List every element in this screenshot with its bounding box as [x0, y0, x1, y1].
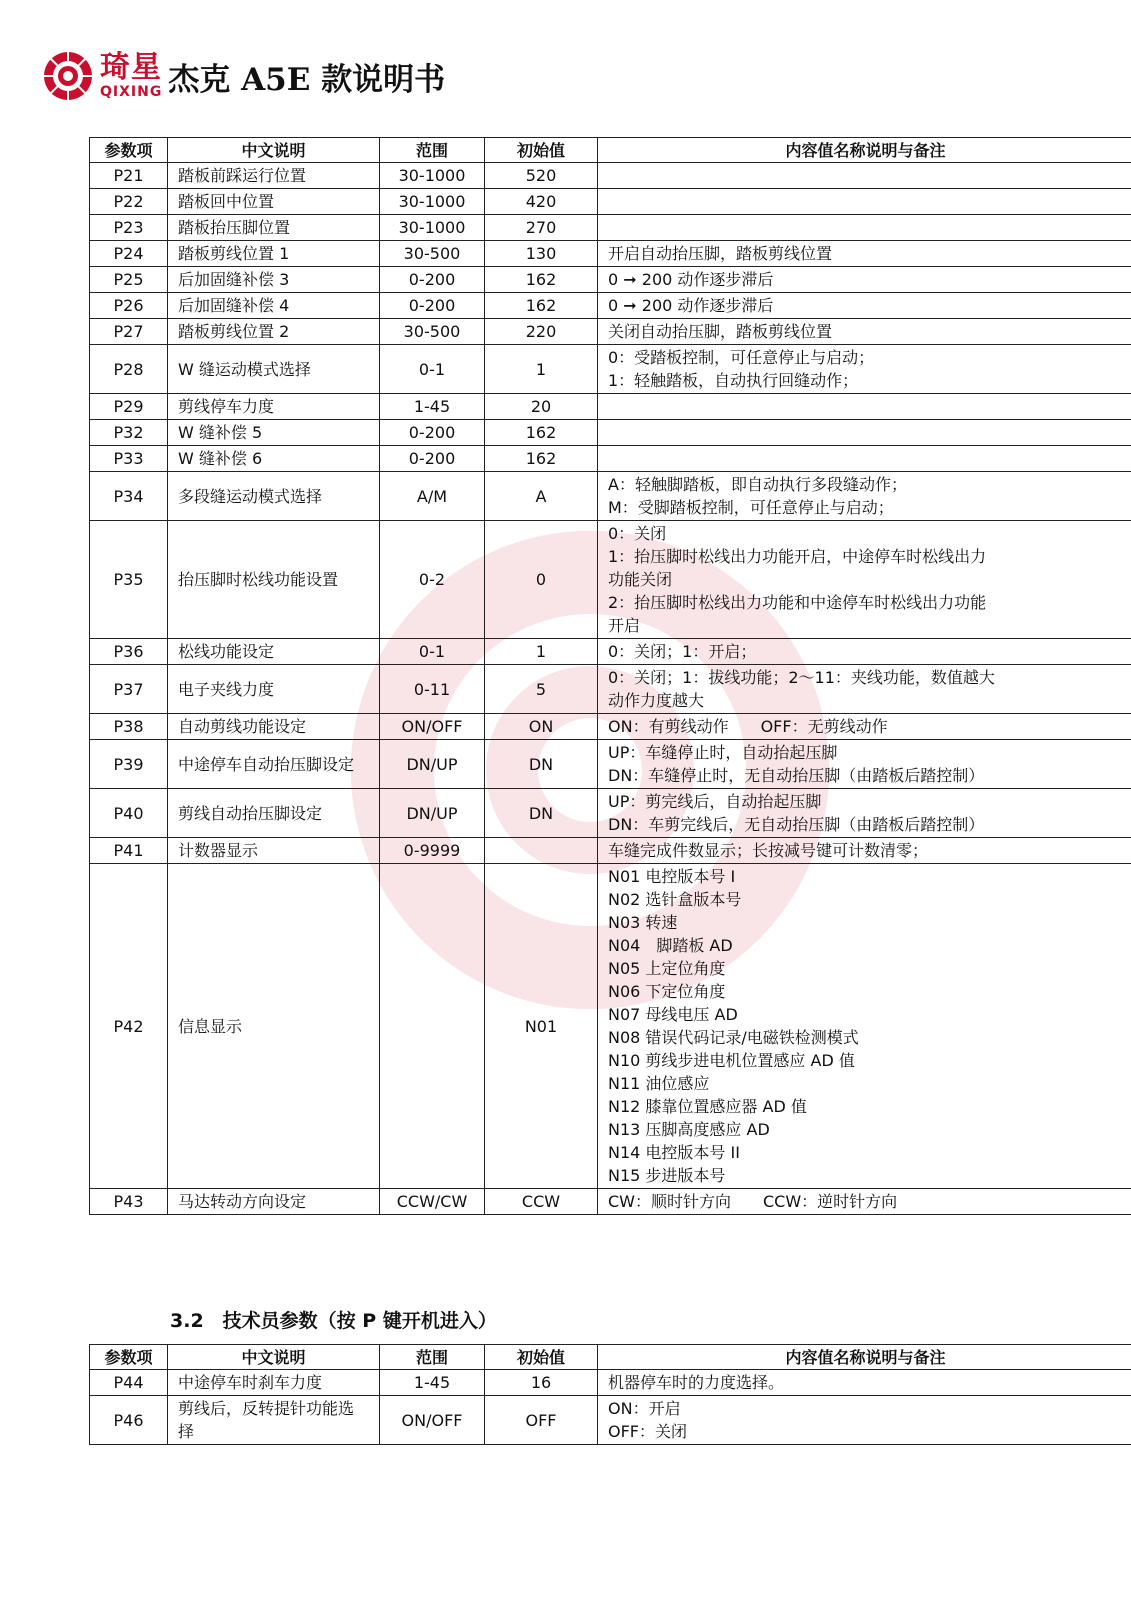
- param-id: P33: [90, 446, 168, 472]
- param-id: P36: [90, 639, 168, 665]
- param-range: 1-45: [380, 1370, 485, 1396]
- param-notes: [598, 267, 1131, 293]
- param-notes: [598, 293, 1131, 319]
- param-notes: [598, 215, 1131, 241]
- param-id: P21: [90, 163, 168, 189]
- table-row: [90, 319, 1131, 345]
- param-initial-value: A: [485, 472, 598, 521]
- header-notes: 内容值名称说明与备注: [598, 1345, 1131, 1370]
- table-row: [90, 838, 1131, 864]
- table-row: [90, 521, 1131, 639]
- param-range: ON/OFF: [380, 1396, 485, 1445]
- param-range: ON/OFF: [380, 714, 485, 740]
- param-description: 马达转动方向设定: [168, 1189, 380, 1215]
- param-initial-value: 162: [485, 267, 598, 293]
- header-init: 初始值: [485, 1345, 598, 1370]
- table-row: [90, 639, 1131, 665]
- param-notes-line: DN：车剪完线后，无自动抬压脚（由踏板后踏控制）: [608, 815, 985, 834]
- param-notes-line: 动作力度越大: [608, 691, 705, 710]
- table-row: [90, 864, 1131, 1189]
- param-description: 后加固缝补偿 4: [168, 293, 380, 319]
- param-notes-line: 关闭自动抬压脚，踏板剪线位置: [608, 322, 833, 341]
- param-initial-value: N01: [485, 864, 598, 1189]
- document-title: 杰克 A5E 款说明书: [168, 61, 446, 98]
- param-id: P23: [90, 215, 168, 241]
- param-initial-value: 20: [485, 394, 598, 420]
- param-description: 踏板前踩运行位置: [168, 163, 380, 189]
- param-description-line: 中途停车时刹车力度: [178, 1373, 323, 1392]
- param-description: 剪线自动抬压脚设定: [168, 789, 380, 838]
- param-initial-value: ON: [485, 714, 598, 740]
- param-notes: [598, 319, 1131, 345]
- param-id: P22: [90, 189, 168, 215]
- param-notes: [598, 345, 1131, 394]
- param-notes-line: 车缝完成件数显示；长按减号键可计数清零；: [608, 841, 929, 860]
- param-description: W 缝补偿 6: [168, 446, 380, 472]
- table-row: [90, 1370, 1131, 1396]
- param-range: A/M: [380, 472, 485, 521]
- param-id: P46: [90, 1396, 168, 1445]
- param-notes-line: N11 油位感应: [608, 1074, 710, 1093]
- param-notes-line: N05 上定位角度: [608, 959, 726, 978]
- param-initial-value: 162: [485, 293, 598, 319]
- header-param: 参数项: [90, 1345, 168, 1370]
- param-description: 踏板抬压脚位置: [168, 215, 380, 241]
- param-notes: [598, 521, 1131, 639]
- table-row: [90, 665, 1131, 714]
- table-row: [90, 215, 1131, 241]
- param-id: P39: [90, 740, 168, 789]
- param-notes-line: N14 电控版本号 II: [608, 1143, 740, 1162]
- header-init: 初始值: [485, 138, 598, 163]
- table-row: [90, 189, 1131, 215]
- table-row: [90, 446, 1131, 472]
- param-notes-line: 0：关闭；1：拔线功能；2～11：夹线功能，数值越大: [608, 668, 995, 687]
- param-range: 0-200: [380, 420, 485, 446]
- table-row: [90, 1396, 1131, 1445]
- param-initial-value: DN: [485, 789, 598, 838]
- param-notes-line: 0 ➞ 200 动作逐步滞后: [608, 270, 774, 289]
- param-notes: [598, 1189, 1131, 1215]
- param-range: 0-11: [380, 665, 485, 714]
- param-notes-line: 开启: [608, 616, 641, 635]
- table-row: [90, 241, 1131, 267]
- table-row: [90, 293, 1131, 319]
- param-initial-value: 270: [485, 215, 598, 241]
- table-row: [90, 1189, 1131, 1215]
- param-id: P41: [90, 838, 168, 864]
- param-notes: [598, 394, 1131, 420]
- param-notes-line: 1：抬压脚时松线出力功能开启，中途停车时松线出力: [608, 547, 987, 566]
- param-description: 踏板剪线位置 2: [168, 319, 380, 345]
- brand-name-en: QIXING: [100, 84, 163, 100]
- param-range: DN/UP: [380, 789, 485, 838]
- param-notes: [598, 472, 1131, 521]
- param-range: 30-1000: [380, 215, 485, 241]
- param-notes-line: N04 脚踏板 AD: [608, 936, 733, 955]
- param-description: W 缝运动模式选择: [168, 345, 380, 394]
- param-notes-line: N01 电控版本号 I: [608, 867, 736, 886]
- param-initial-value: 162: [485, 446, 598, 472]
- param-initial-value: 420: [485, 189, 598, 215]
- header-param: 参数项: [90, 138, 168, 163]
- param-description: 后加固缝补偿 3: [168, 267, 380, 293]
- technician-table-body: [90, 1370, 1131, 1445]
- param-description: 多段缝运动模式选择: [168, 472, 380, 521]
- table-row: [90, 472, 1131, 521]
- param-description: [168, 1370, 380, 1396]
- param-description: 电子夹线力度: [168, 665, 380, 714]
- param-notes-line: N03 转速: [608, 913, 678, 932]
- param-notes-line: 0：关闭: [608, 524, 667, 543]
- param-notes-line: N15 步进版本号: [608, 1166, 726, 1185]
- param-notes: [598, 864, 1131, 1189]
- table-row: [90, 163, 1131, 189]
- header-desc: 中文说明: [168, 138, 380, 163]
- param-notes-line: 功能关闭: [608, 570, 673, 589]
- parameter-table-body: [90, 163, 1131, 1215]
- param-description: [168, 1396, 380, 1445]
- param-id: P34: [90, 472, 168, 521]
- param-range: 0-2: [380, 521, 485, 639]
- param-range: [380, 864, 485, 1189]
- param-notes: [598, 639, 1131, 665]
- param-description-line: 择: [178, 1422, 195, 1441]
- param-notes-line: DN：车缝停止时，无自动抬压脚（由踏板后踏控制）: [608, 766, 985, 785]
- param-notes-line: N13 压脚高度感应 AD: [608, 1120, 770, 1139]
- param-initial-value: 0: [485, 521, 598, 639]
- param-range: CCW/CW: [380, 1189, 485, 1215]
- parameter-table: [89, 137, 1131, 1215]
- param-range: 0-200: [380, 446, 485, 472]
- param-notes-line: N12 膝靠位置感应器 AD 值: [608, 1097, 807, 1116]
- param-id: P29: [90, 394, 168, 420]
- param-range: 30-500: [380, 241, 485, 267]
- param-notes-line: UP：剪完线后，自动抬起压脚: [608, 792, 822, 811]
- param-id: P35: [90, 521, 168, 639]
- param-initial-value: 162: [485, 420, 598, 446]
- param-notes: [598, 789, 1131, 838]
- table-row: [90, 394, 1131, 420]
- param-initial-value: 220: [485, 319, 598, 345]
- param-notes-line: N06 下定位角度: [608, 982, 726, 1001]
- param-notes-line: 2：抬压脚时松线出力功能和中途停车时松线出力功能: [608, 593, 987, 612]
- table-row: [90, 714, 1131, 740]
- param-notes: [598, 1396, 1131, 1445]
- param-notes: [598, 665, 1131, 714]
- param-initial-value: 16: [485, 1370, 598, 1396]
- param-range: 0-1: [380, 345, 485, 394]
- param-range: 1-45: [380, 394, 485, 420]
- param-description: 信息显示: [168, 864, 380, 1189]
- param-initial-value: 5: [485, 665, 598, 714]
- param-id: P42: [90, 864, 168, 1189]
- header-range: 范围: [380, 1345, 485, 1370]
- param-range: 0-9999: [380, 838, 485, 864]
- param-notes-line: 开启自动抬压脚，踏板剪线位置: [608, 244, 833, 263]
- param-initial-value: 130: [485, 241, 598, 267]
- qixing-logo-icon: [42, 50, 94, 102]
- param-initial-value: 1: [485, 639, 598, 665]
- table-row: [90, 345, 1131, 394]
- param-notes-line: N08 错误代码记录/电磁铁检测模式: [608, 1028, 859, 1047]
- param-id: P44: [90, 1370, 168, 1396]
- table-row: [90, 789, 1131, 838]
- brand-block: [100, 50, 163, 100]
- param-range: 30-500: [380, 319, 485, 345]
- param-description: 踏板剪线位置 1: [168, 241, 380, 267]
- param-initial-value: DN: [485, 740, 598, 789]
- header-desc: 中文说明: [168, 1345, 380, 1370]
- param-notes: [598, 446, 1131, 472]
- param-initial-value: 1: [485, 345, 598, 394]
- param-description-line: 剪线后，反转提针功能选: [178, 1399, 355, 1418]
- param-notes: [598, 163, 1131, 189]
- param-notes: [598, 241, 1131, 267]
- param-range: DN/UP: [380, 740, 485, 789]
- param-id: P32: [90, 420, 168, 446]
- section-title: 3.2 技术员参数（按 P 键开机进入）: [170, 1310, 497, 1332]
- param-notes-line: N07 母线电压 AD: [608, 1005, 738, 1024]
- param-id: P38: [90, 714, 168, 740]
- param-notes: [598, 420, 1131, 446]
- param-description: 中途停车自动抬压脚设定: [168, 740, 380, 789]
- param-initial-value: [485, 838, 598, 864]
- param-id: P43: [90, 1189, 168, 1215]
- param-notes-line: M：受脚踏板控制，可任意停止与启动；: [608, 498, 894, 517]
- param-initial-value: OFF: [485, 1396, 598, 1445]
- param-notes-line: N02 选针盒版本号: [608, 890, 742, 909]
- param-description: 自动剪线功能设定: [168, 714, 380, 740]
- param-description: 抬压脚时松线功能设置: [168, 521, 380, 639]
- table-row: [90, 420, 1131, 446]
- param-notes-line: N10 剪线步进电机位置感应 AD 值: [608, 1051, 855, 1070]
- param-range: 30-1000: [380, 163, 485, 189]
- param-notes: [598, 714, 1131, 740]
- param-range: 0-200: [380, 267, 485, 293]
- param-id: P25: [90, 267, 168, 293]
- technician-parameter-table: [89, 1344, 1131, 1445]
- param-notes-line: 0：关闭；1：开启；: [608, 642, 757, 661]
- param-initial-value: 520: [485, 163, 598, 189]
- brand-name-cn: 琦星: [100, 50, 162, 85]
- page-header: [42, 48, 445, 104]
- header-notes: 内容值名称说明与备注: [598, 138, 1131, 163]
- param-notes-line: CW：顺时针方向 CCW：逆时针方向: [608, 1192, 898, 1211]
- param-notes: [598, 189, 1131, 215]
- header-range: 范围: [380, 138, 485, 163]
- table-row: [90, 267, 1131, 293]
- param-notes-line: ON：开启: [608, 1399, 681, 1418]
- param-id: P27: [90, 319, 168, 345]
- param-range: 30-1000: [380, 189, 485, 215]
- param-notes-line: 0：受踏板控制，可任意停止与启动；: [608, 348, 875, 367]
- param-description: 松线功能设定: [168, 639, 380, 665]
- param-range: 0-200: [380, 293, 485, 319]
- param-notes-line: 1：轻触踏板，自动执行回缝动作；: [608, 371, 859, 390]
- table-row: [90, 740, 1131, 789]
- param-notes: [598, 1370, 1131, 1396]
- param-notes-line: ON：有剪线动作 OFF：无剪线动作: [608, 717, 888, 736]
- param-range: 0-1: [380, 639, 485, 665]
- param-notes: [598, 740, 1131, 789]
- table-header-row: [90, 1345, 1131, 1370]
- param-notes-line: 0 ➞ 200 动作逐步滞后: [608, 296, 774, 315]
- table-header-row: [90, 138, 1131, 163]
- param-description: 剪线停车力度: [168, 394, 380, 420]
- param-id: P37: [90, 665, 168, 714]
- param-notes-line: A：轻触脚踏板，即自动执行多段缝动作；: [608, 475, 907, 494]
- param-notes: [598, 838, 1131, 864]
- param-id: P24: [90, 241, 168, 267]
- param-id: P28: [90, 345, 168, 394]
- param-id: P26: [90, 293, 168, 319]
- param-initial-value: CCW: [485, 1189, 598, 1215]
- param-description: 踏板回中位置: [168, 189, 380, 215]
- param-notes-line: 机器停车时的力度选择。: [608, 1373, 785, 1392]
- param-notes-line: UP：车缝停止时，自动抬起压脚: [608, 743, 838, 762]
- param-description: W 缝补偿 5: [168, 420, 380, 446]
- param-description: 计数器显示: [168, 838, 380, 864]
- param-id: P40: [90, 789, 168, 838]
- param-notes-line: OFF：关闭: [608, 1422, 688, 1441]
